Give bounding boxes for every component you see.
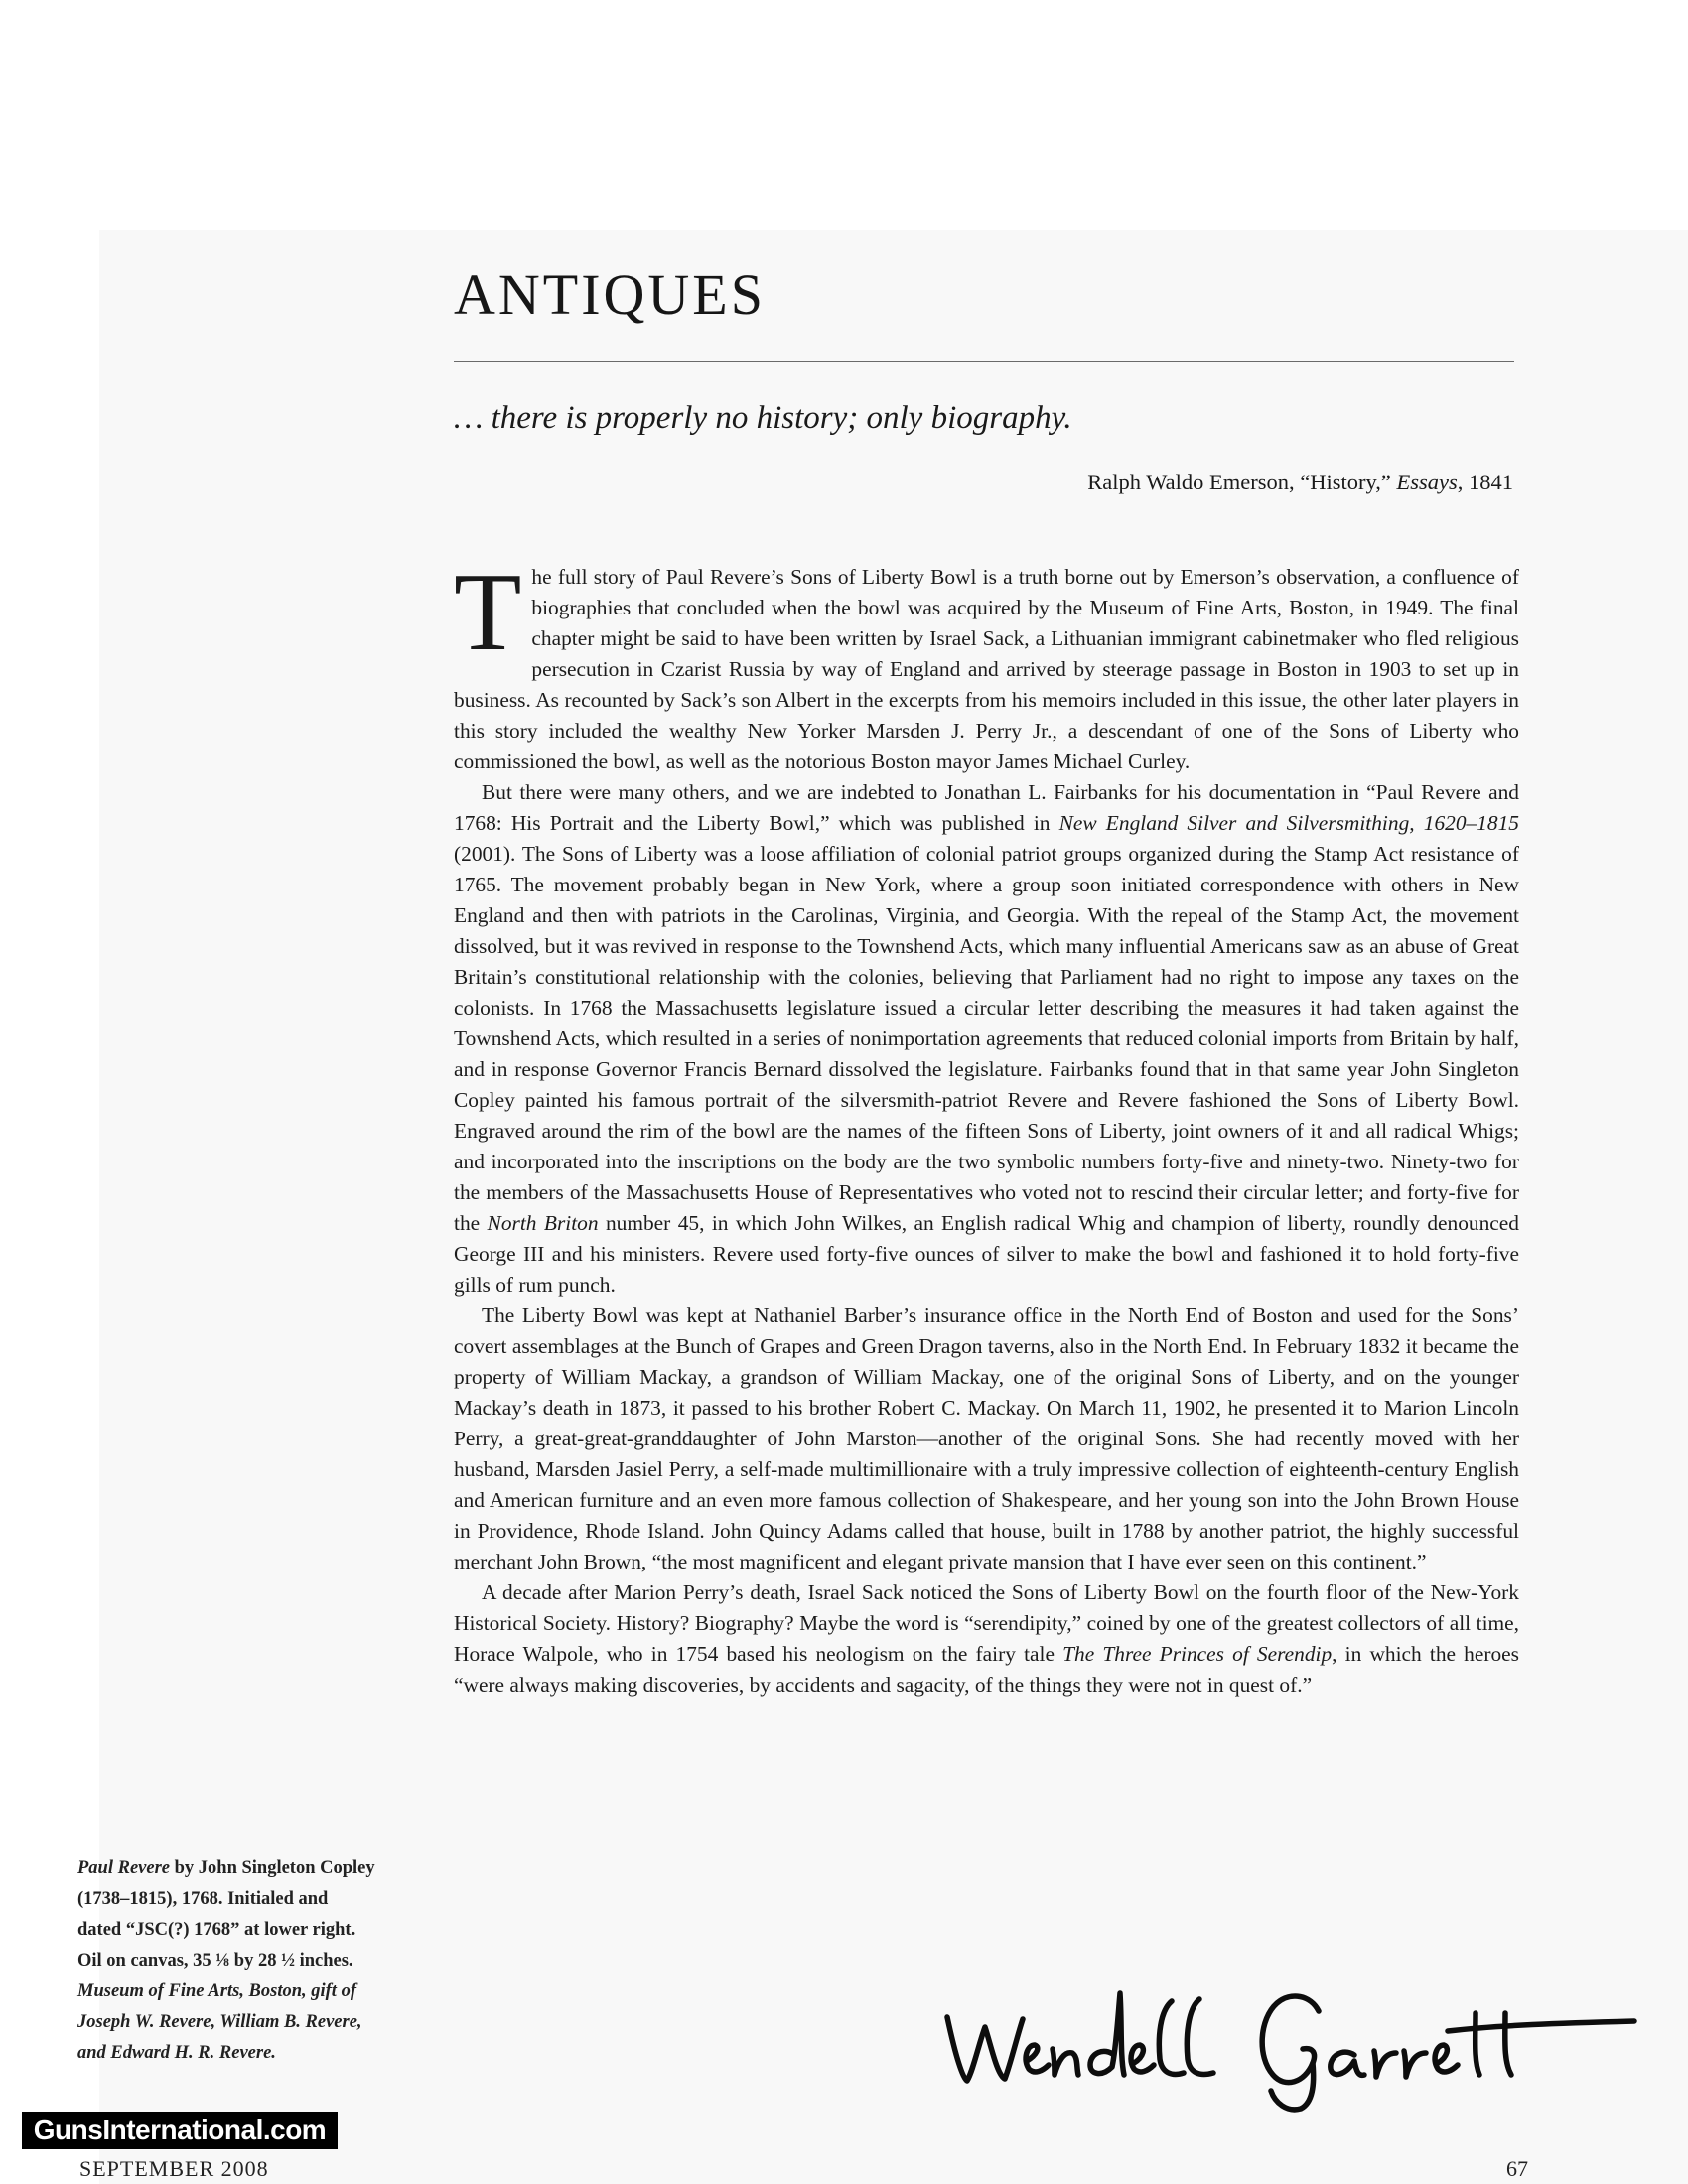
image-caption — [77, 1853, 375, 2069]
article-body — [454, 551, 1520, 1701]
watermark-logo: GunsInternational.com — [22, 2112, 338, 2149]
title-rule — [454, 361, 1514, 362]
page-number: 67 — [1506, 2156, 1528, 2181]
paragraph-4-a: A decade after Marion Perry’s death, Israel Sack noticed the Sons of Liberty Bowl on the fourth floor of the New-York Historical Society. History? Biography? Maybe the word is “serendipity,” coined by one of the greatest collectors of all time, Horace Walpole, who in 1754 based his neologism on the fairy tale — [454, 1580, 1519, 1666]
paragraph-1-text: he full story of Paul Revere’s Sons of Liberty Bowl is a truth borne out by Emerson’s observation, a confluence of biographies that concluded when the bowl was acquired by the Museum of Fine Arts, Boston, in 1949. The final chapter might be said to have been written by Israel Sack, a Lithuanian immigrant cabinetmaker who fled religious persecution in Czarist Russia by way of England and arrived by steerage passage in Boston in 1903 to set up in business. As recounted by Sack’s son Albert in the excerpts from his memoirs included in this issue, the other later players in this story included the wealthy New Yorker Marsden J. Perry Jr., a descendant of one of the Sons of Liberty who commissioned the bowl, as well as the notorious Boston mayor James Michael Curley. — [454, 565, 1519, 773]
epigraph: … there is properly no history; only biography. — [454, 400, 1072, 436]
paragraph-2 — [454, 777, 1519, 1300]
attribution-work: Essays — [1396, 470, 1458, 494]
attribution-prefix: Ralph Waldo Emerson, “History,” — [1087, 470, 1397, 494]
paragraph-2-periodical-title: North Briton — [487, 1211, 599, 1235]
paragraph-4 — [454, 1577, 1519, 1701]
paragraph-3: The Liberty Bowl was kept at Nathaniel Barber’s insurance office in the North End of Boston and used for the Sons’ covert assemblages at the Bunch of Grapes and Green Dragon taverns, also in the North End. In February 1832 it became the property of William Mackay, a grandson of William Mackay, one of the original Sons of Liberty, and on the younger Mackay’s death in 1873, it passed to his brother Robert C. Mackay. On March 11, 1902, he presented it to Marion Lincoln Perry, a great-great-granddaughter of John Marston—another of the original Sons. She had recently moved with her husband, Marsden Jasiel Perry, a self-made multimillionaire with a truly impressive collection of eighteenth-century English and American furniture and an even more famous collection of Shakespeare, and her young son into the John Brown House in Providence, Rhode Island. John Quincy Adams called that house, built in 1788 by another patriot, the highly successful merchant John Brown, “the most magnificent and elegant private mansion that I have ever seen on this continent.” — [454, 1303, 1519, 1573]
caption-credit: Museum of Fine Arts, Boston, gift of Joseph W. Revere, William B. Revere, and Edward H. R. Revere. — [77, 1981, 362, 2063]
paragraph-1 — [454, 551, 1519, 777]
paragraph-2-c: number 45, in which John Wilkes, an English radical Whig and champion of liberty, roundly denounced George III and his ministers. Revere used forty-five ounces of silver to make the bowl and fashioned it to hold forty-five gills of rum punch. — [454, 1211, 1519, 1297]
section-title: ANTIQUES — [454, 262, 766, 327]
drop-cap: T — [454, 551, 522, 674]
paragraph-2-book-title: New England Silver and Silversmithing, 1620–1815 — [1058, 811, 1520, 835]
paragraph-4-b: , in which the heroes “were always making discoveries, by accidents and sagacity, of the things they were not in quest of.” — [454, 1642, 1520, 1697]
caption-title: Paul Revere — [77, 1858, 170, 1878]
paragraph-4-tale-title: The Three Princes of Serendip — [1062, 1642, 1333, 1666]
caption-details: by John Singleton Copley (1738–1815), 1768. Initialed and dated “JSC(?) 1768” at lower right. Oil on canvas, 35 ⅛ by 28 ½ inches. — [77, 1858, 375, 1971]
paragraph-2-a: But there were many others, and we are indebted to Jonathan L. Fairbanks for his documentation in “Paul Revere and 1768: His Portrait and the Liberty Bowl,” which was published in — [454, 780, 1519, 835]
paragraph-2-b: (2001). The Sons of Liberty was a loose affiliation of colonial patriot groups organized during the Stamp Act resistance of 1765. The movement probably began in New York, where a group soon initiated correspondence with others in New England and then with patriots in the Carolinas, Virginia, and Georgia. With the repeal of the Stamp Act, the movement dissolved, but it was revived in response to the Townshend Acts, which many influential Americans saw as an abuse of Great Britain’s constitutional relationship with the colonies, believing that Parliament had no right to impose any taxes on the colonists. In 1768 the Massachusetts legislature issued a circular letter describing the measures it had taken against the Townshend Acts, which resulted in a series of nonimportation agreements that reduced colonial imports from Britain by half, and in response Governor Francis Bernard dissolved the legislature. Fairbanks found that in that same year John Singleton Copley painted his famous portrait of the silversmith-patriot Revere and Revere fashioned the Sons of Liberty Bowl. Engraved around the rim of the bowl are the names of the fifteen Sons of Liberty, joint owners of it and all radical Whigs; and incorporated into the inscriptions on the body are the two symbolic numbers forty-five and ninety-two. Ninety-two for the members of the Massachusetts House of Representatives who voted not to rescind their circular letter; and forty-five for the — [454, 842, 1519, 1235]
attribution-suffix: , 1841 — [1457, 470, 1513, 494]
author-signature — [943, 1976, 1638, 2115]
epigraph-attribution — [1087, 469, 1513, 495]
issue-date: SEPTEMBER 2008 — [79, 2156, 269, 2181]
